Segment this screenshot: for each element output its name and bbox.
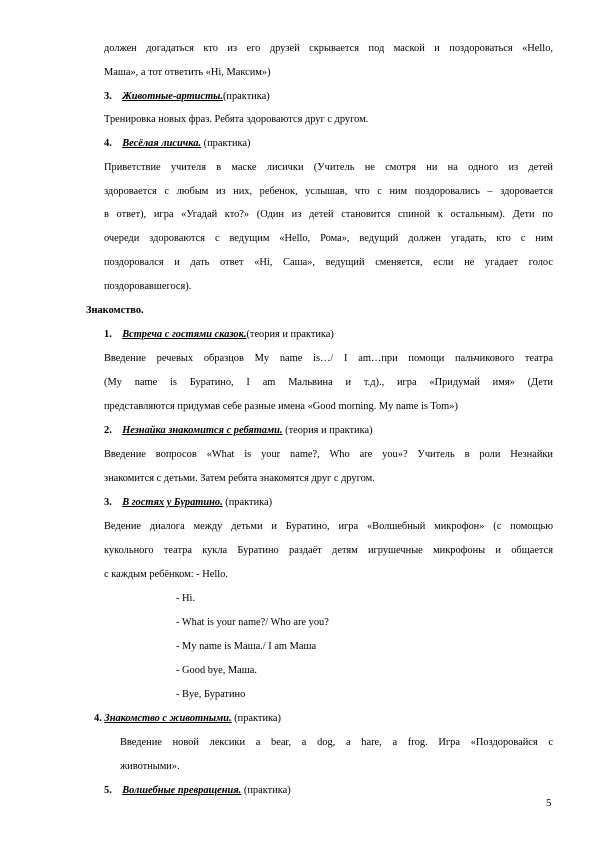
dialogue-line: - Bye, Буратино [176, 689, 246, 700]
subheading-number: 1. [104, 329, 112, 340]
subheading-number: 3. [104, 91, 112, 102]
subheading-number: 2. [104, 425, 112, 436]
text-line: Введение вопросов «What is your name?, Who are you»? Учитель в роли Незнайки [104, 449, 553, 460]
section-heading: Знакомство. [86, 305, 144, 316]
subheading-tag: (практика) [222, 497, 273, 508]
text-line: Маша», а тот ответить «Hi, Максим») [104, 67, 271, 78]
dialogue-line: - Good bye, Маша. [176, 665, 258, 676]
text-line: Введение новой лексики a bear, a dog, a hare, a frog. Игра «Поздоровайся с [120, 737, 553, 748]
subheading-title: Волшебные превращения. [122, 785, 242, 796]
subheading [94, 712, 281, 725]
subheading-title: В гостях у Буратино. [122, 497, 223, 508]
text-line: должен догадаться кто из его друзей скрывается под маской и поздороваться «Hello, [104, 43, 553, 54]
text-line: с каждым ребёнком: - Hello. [104, 569, 228, 580]
text-line: кукольного театра кукла Буратино раздаёт детям игрушечные микрофоны и общается [104, 545, 553, 556]
text-line: Тренировка новых фраз. Ребята здороваются друг с другом. [104, 114, 369, 125]
text-line: здоровается с любым из них, ребенок, услышав, что с ним поздоровались – здоровается [104, 186, 553, 197]
subheading-title: Встреча с гостями сказок. [122, 329, 247, 340]
text-line: животными». [120, 761, 180, 772]
subheading-title: Весёлая лисичка. [122, 138, 202, 149]
text-line: представляются придумав себе разные имена «Good morning. My name is Tom») [104, 401, 458, 412]
subheading [104, 496, 272, 509]
subheading-tag: (практика) [231, 713, 281, 724]
subheading-tag: (теория и практика) [282, 425, 373, 436]
subheading-title: Животные-артисты. [122, 91, 223, 102]
subheading-tag: (практика) [241, 785, 291, 796]
page-number: 5 [546, 797, 552, 809]
subheading-title: Незнайка знакомится с ребятами. [122, 425, 283, 436]
subheading-tag: (практика) [201, 138, 251, 149]
text-line: в ответ), игра «Угадай кто?» (Один из детей становится спиной к остальным). Дети по [104, 209, 553, 220]
subheading-number: 5. [104, 785, 112, 796]
subheading [104, 424, 373, 437]
dialogue-line: - What is your name?/ Who are you? [176, 617, 329, 628]
text-line: поздоровался и дать ответ «Hi, Саша», ведущий сменяется, если не угадает голос [104, 257, 553, 268]
text-line: знакомится с детьми. Затем ребята знакомятся друг с другом. [104, 473, 375, 484]
subheading [104, 784, 291, 797]
text-line: очереди здороваются с ведущим «Hello, Рома», ведущий должен угадать, кто с ним [104, 233, 553, 244]
text-line: поздоровавшегося). [104, 281, 192, 292]
subheading-number: 4. [94, 713, 102, 724]
subheading-number: 4. [104, 138, 112, 149]
subheading-tag: (теория и практика) [246, 329, 334, 340]
text-line: Приветствие учителя в маске лисички (Учитель не смотря ни на одного из детей [104, 162, 553, 173]
subheading [104, 328, 334, 341]
text-line: Ведение диалога между детьми и Буратино, игра «Волшебный микрофон» (с помощью [104, 521, 553, 532]
subheading-title: Знакомство с животными. [104, 713, 232, 724]
text-line: Введение речевых образцов My name is…/ I am…при помощи пальчикового театра [104, 353, 553, 364]
dialogue-line: - My name is Маша./ I am Маша [176, 641, 317, 652]
subheading-tag: (практика) [222, 91, 270, 102]
dialogue-line: - Hi. [176, 593, 196, 604]
subheading [104, 137, 250, 150]
subheading-number: 3. [104, 497, 112, 508]
text-line: (My name is Буратино, I am Мальвина и т.д)., игра «Придумай имя» (Дети [104, 377, 553, 388]
subheading [104, 90, 270, 103]
